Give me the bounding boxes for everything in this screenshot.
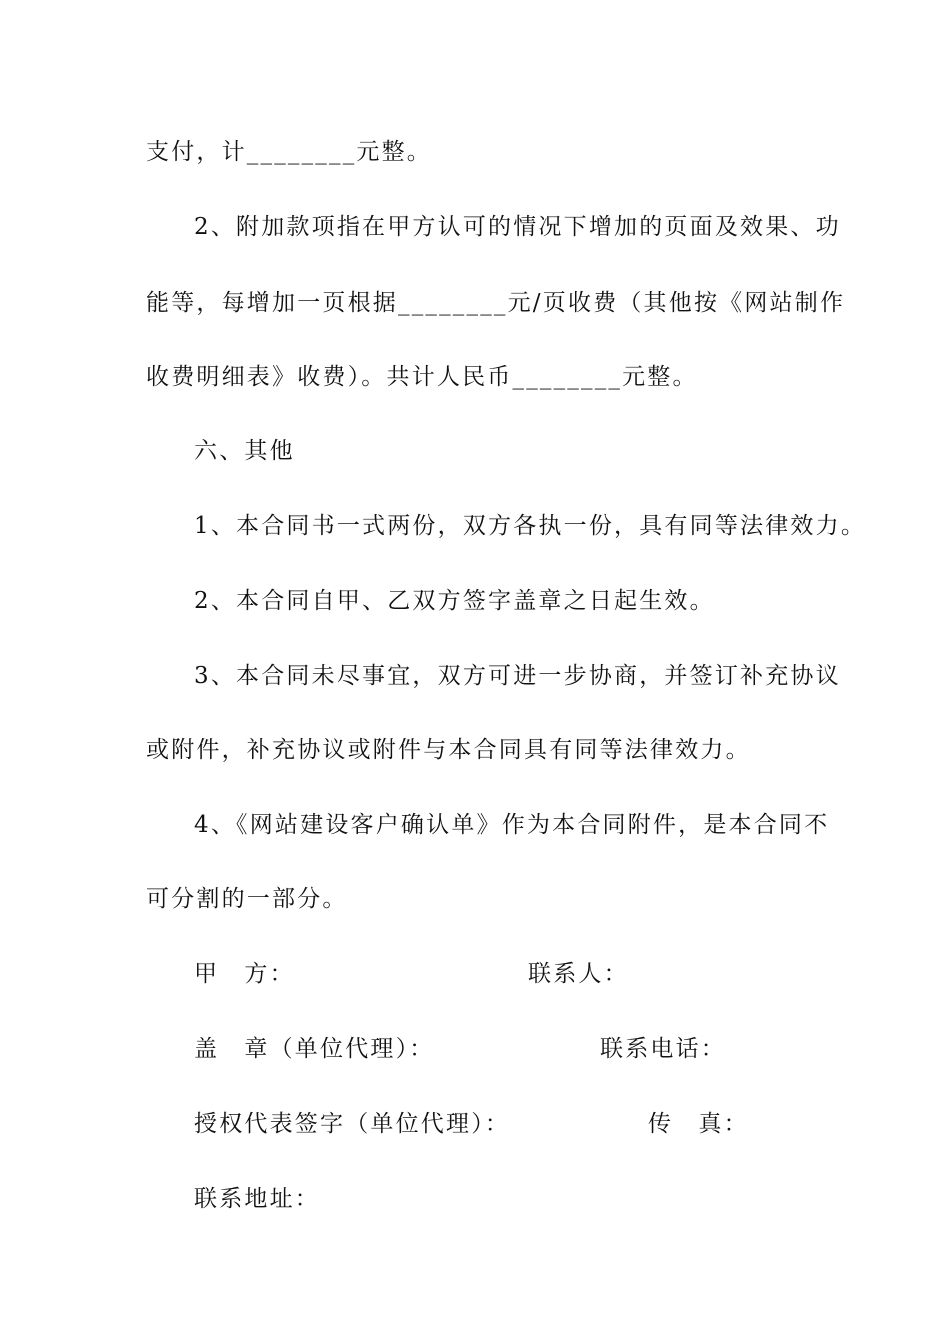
authorized-signature-label: 授权代表签字（单位代理）： bbox=[194, 1111, 511, 1137]
contact-person-label: 联系人： bbox=[528, 961, 629, 987]
paragraph-line: 3、本合同未尽事宜，双方可进一步协商，并签订补充协议 bbox=[194, 663, 841, 689]
address-label: 联系地址： bbox=[194, 1186, 320, 1212]
paragraph-line: 4、《网站建设客户确认单》作为本合同附件，是本合同不 bbox=[194, 812, 830, 838]
paragraph-line: 2、本合同自甲、乙双方签字盖章之日起生效。 bbox=[194, 588, 715, 614]
paragraph-line: 1、本合同书一式两份，双方各执一份，具有同等法律效力。 bbox=[194, 513, 867, 539]
paragraph-line: 收费明细表》收费）。共计人民币________元整。 bbox=[146, 364, 698, 390]
paragraph-line: 可分割的一部分。 bbox=[146, 886, 348, 912]
fax-label: 传 真： bbox=[648, 1111, 749, 1137]
contact-phone-label: 联系电话： bbox=[600, 1036, 726, 1062]
paragraph-line: 能等，每增加一页根据________元/页收费（其他按《网站制作 bbox=[146, 290, 846, 316]
seal-label: 盖 章（单位代理）： bbox=[194, 1036, 435, 1062]
party-a-label: 甲 方： bbox=[194, 961, 295, 987]
paragraph-line: 或附件，补充协议或附件与本合同具有同等法律效力。 bbox=[146, 737, 751, 763]
paragraph-line: 2、附加款项指在甲方认可的情况下增加的页面及效果、功 bbox=[194, 214, 841, 240]
paragraph-line: 支付，计________元整。 bbox=[146, 139, 432, 165]
section-heading: 六、其他 bbox=[194, 438, 295, 464]
